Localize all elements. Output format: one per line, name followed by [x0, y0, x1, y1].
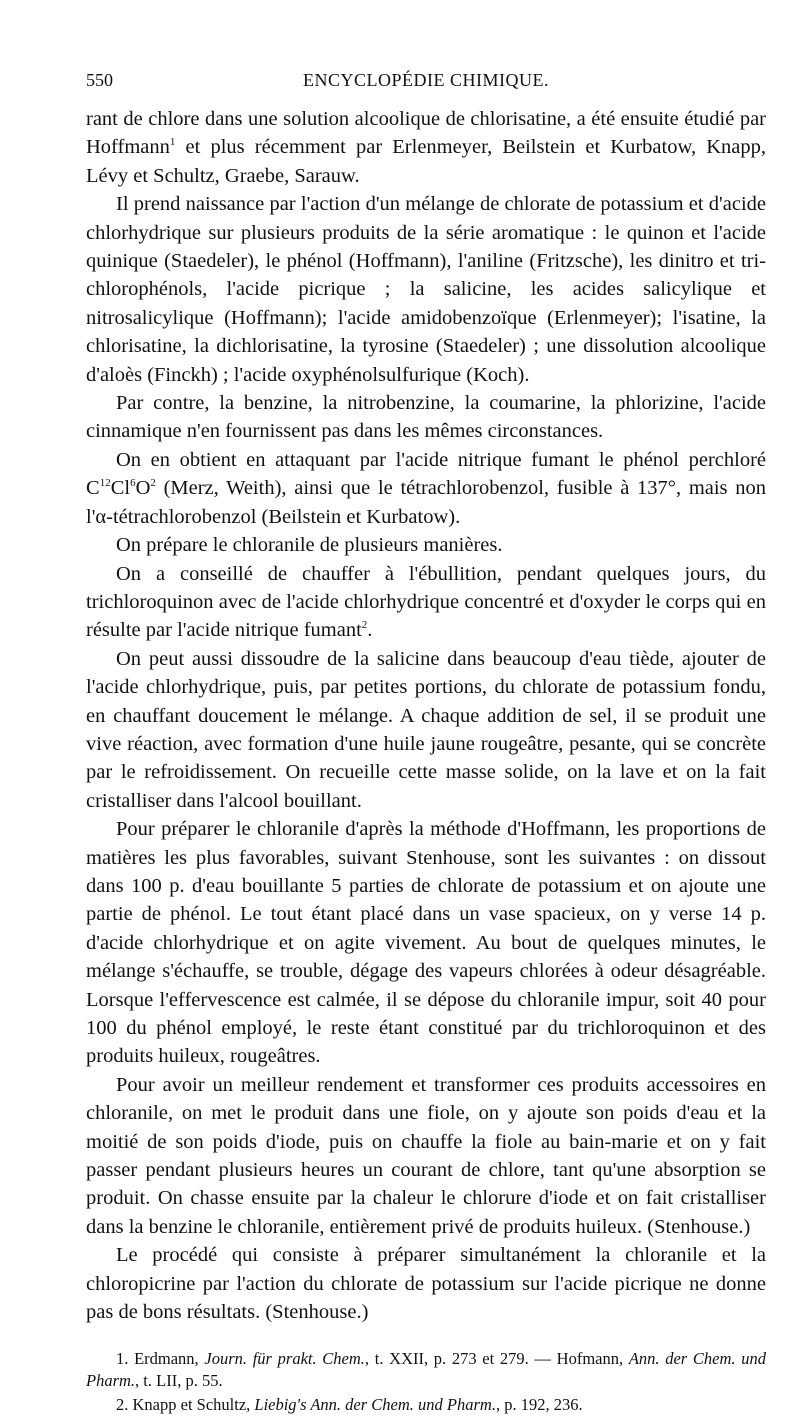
- text-run: Il prend naissance par l'action d'un mélange de chlorate de potassium et d'acide chlorhydrique sur plusieurs produits de la série aromatique : le quinon et l'acide quinique (Staedeler), le phénol (Hoffmann), l'aniline (Fritzsche), les dinitro et tri-chlorophénols, l'acide picrique ; la salicine, les acides salicylique et nitrosalicylique (Hoffmann); l'acide amidobenzoïque (Erlenmeyer); l'isatine, la chlorisatine, la dichlorisatine, la tyrosine (Staedeler) ; une dissolution alcoolique d'aloès (Finckh) ; l'acide oxyphénolsulfurique (Koch).: [86, 193, 766, 386]
- text-run: , t. XXII, p. 273 et 279. — Hofmann,: [364, 1349, 629, 1369]
- text-run: , p. 192, 236.: [495, 1395, 583, 1415]
- text-run: On a conseillé de chauffer à l'ébullition, pendant quelques jours, du trichloroquinon avec de l'acide chlorhydrique concentré et d'oxyder le corps qui en résulte par l'acide nitrique fumant: [86, 562, 766, 642]
- body-text: [86, 105, 766, 1326]
- text-run: On peut aussi dissoudre de la salicine dans beaucoup d'eau tiède, ajouter de l'acide chlorhydrique, puis, par petites portions, du chlorate de potassium fondu, en chauffant doucement le mélange. A chaque addition de sel, il se produit une vive réaction, avec formation d'une huile jaune rougeâtre, pesante, qui se concrète par le refroidissement. On recueille cette masse solide, on la lave et on la fait cristalliser dans l'alcool bouillant.: [86, 647, 766, 812]
- paragraph: [86, 190, 766, 389]
- page-number: 550: [86, 70, 113, 90]
- paragraph: [86, 815, 766, 1071]
- text-run: Pour avoir un meilleur rendement et transformer ces produits accessoires en chloranile, on met le produit dans une fiole, on y ajoute son poids d'eau et la moitié de son poids d'iode, puis on chauffe la fiole au bain-marie et on y fait passer pendant plusieurs heures un courant de chlore, tant qu'une absorption se produit. On chasse ensuite par la chaleur le chlorure d'iode et on fait cristalliser dans la benzine le chloranile, entièrement privé de produits huileux. (Stenhouse.): [86, 1073, 766, 1238]
- page-header: [86, 70, 766, 91]
- paragraph: [86, 446, 766, 531]
- italic-text: Liebig's Ann. der Chem. und Pharm.: [254, 1395, 496, 1415]
- text-run: On en obtient en attaquant par l'acide nitrique fumant le phénol perchloré C: [86, 448, 766, 500]
- footnotes: [86, 1348, 766, 1416]
- italic-text: Ann. der Chem. und Pharm.: [86, 1349, 766, 1391]
- paragraph: [86, 531, 766, 559]
- paragraph: [86, 645, 766, 815]
- paragraph: [86, 1241, 766, 1326]
- text-run: O: [135, 477, 151, 500]
- paragraph: [86, 105, 766, 190]
- text-run: (Merz, Weith), ainsi que le tétrachlorobenzol, fusible à 137°, mais non l'α-tétrachlorobenzol (Beilstein et Kurbatow).: [86, 477, 766, 528]
- text-run: 2. Knapp et Schultz,: [116, 1395, 255, 1415]
- text-run: Cl: [110, 477, 131, 500]
- running-title: ENCYCLOPÉDIE CHIMIQUE.: [303, 70, 549, 90]
- paragraph: [86, 1071, 766, 1241]
- footnote: [86, 1394, 766, 1416]
- italic-text: Journ. für prakt. Chem.: [204, 1349, 365, 1369]
- text-run: On prépare le chloranile de plusieurs manières.: [116, 534, 503, 557]
- superscript: 2: [361, 619, 368, 632]
- text-run: Pour préparer le chloranile d'après la méthode d'Hoffmann, les proportions de matières les plus favorables, suivant Stenhouse, sont les suivantes : on dissout dans 100 p. d'eau bouillante 5 parties de chlorate de potassium et on ajoute une partie de phénol. Le tout étant placé dans un vase spacieux, on y verse 14 p. d'acide chlorhydrique et on agite vivement. Au bout de quelques minutes, le mélange s'échauffe, se trouble, dégage des vapeurs chlorées à odeur désagréable. Lorsque l'effervescence est calmée, il se dépose du chloranile impur, soit 40 pour 100 du phénol employé, le reste étant constitué par du trichloroquinon et des produits huileux, rougeâtres.: [86, 818, 766, 1068]
- superscript: 2: [150, 477, 156, 490]
- superscript: 12: [99, 477, 111, 490]
- text-run: et plus récemment par Erlenmeyer, Beilstein et Kurbatow, Knapp, Lévy et Schultz, Graebe, Sarauw.: [86, 136, 766, 187]
- paragraph: [86, 389, 766, 446]
- superscript: 6: [130, 477, 136, 490]
- text-run: .: [367, 619, 373, 642]
- text-run: Le procédé qui consiste à préparer simultanément la chloranile et la chloropicrine par l'action du chlorate de potassium sur l'acide picrique ne donne pas de bons résultats. (Stenhouse.): [86, 1244, 766, 1324]
- superscript: 1: [169, 136, 176, 149]
- text-run: 1. Erdmann,: [116, 1349, 205, 1369]
- text-run: rant de chlore dans une solution alcoolique de chlorisatine, a été ensuite étudié par Hoffmann: [86, 108, 766, 159]
- paragraph: [86, 560, 766, 645]
- footnote: [86, 1348, 766, 1392]
- text-run: , t. LII, p. 55.: [135, 1371, 223, 1391]
- text-run: Par contre, la benzine, la nitrobenzine, la coumarine, la phlorizine, l'acide cinnamique n'en fournissent pas dans les mêmes circonstances.: [86, 392, 766, 443]
